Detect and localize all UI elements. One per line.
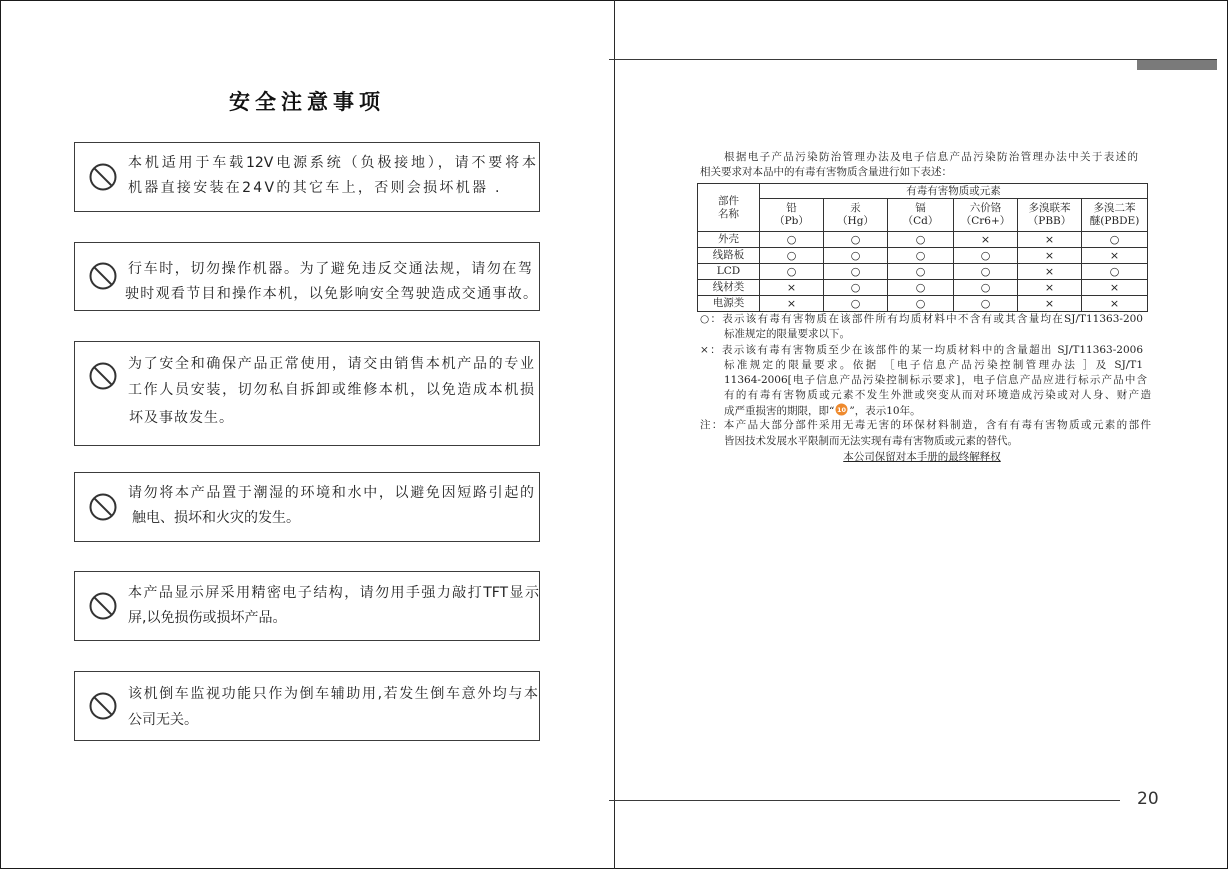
table-cell-value: × [1018,232,1082,248]
table-row [698,280,1148,296]
table-cell-value: ○ [824,264,888,280]
note-x-line-2: 标准规定的限量要求。依据 ［电子信息产品污染控制管理办法 ］及 SJ/T1 [724,359,1143,371]
warning-4-line-2: 触电、损坏和火灾的发生。 [132,510,300,526]
note-x-line-3: 11364-2006[电子信息产品污染控制标示要求]，电子信息产品应进行标示产品中含 [724,374,1147,386]
table-header-substance-group: 有毒有害物质或元素 [760,184,1148,199]
table-cell-value: × [1018,264,1082,280]
table-header-substance [954,199,1018,232]
table-cell-value: ○ [760,264,824,280]
table-cell-part: 线材类 [698,280,760,296]
substance-name: 铅 [786,202,797,214]
table-cell-value: ○ [824,248,888,264]
intro-line-1: 根据电子产品污染防治管理办法及电子信息产品污染防治管理办法中关于表述的 [724,151,1138,163]
warning-box-1 [74,142,540,212]
warning-box-6 [74,671,540,741]
note-x-line-5-after: ”，表示10年。 [849,405,921,417]
table-cell-value: × [760,296,824,312]
page-number: 20 [1137,789,1159,809]
table-header-substance [824,199,888,232]
table-cell-value: ○ [760,232,824,248]
table-cell-value: ○ [888,264,954,280]
substance-symbol: （Hg） [837,215,874,227]
substance-name: 多溴联苯 [1028,202,1071,214]
substance-symbol: （Cr6+） [960,215,1011,227]
table-cell-value: × [1082,248,1148,264]
table-cell-value: × [760,280,824,296]
note-x-line-1: ×：表示该有毒有害物质至少在该部件的某一均质材料中的含量超出 SJ/T11363-2006 [700,344,1143,356]
substance-symbol: （Cd） [902,215,939,227]
note-remark-line-1: 注：本产品大部分部件采用无毒无害的环保材料制造，含有有毒有害物质或元素的部件 [700,419,1151,431]
page-divider [614,0,615,869]
warning-5-line-1: 本产品显示屏采用精密电子结构，请勿用手强力敲打TFT显示 [128,585,539,601]
environmental-protection-period-icon [835,403,848,416]
part-header-line: 部件 [718,194,739,207]
table-cell-part: 外壳 [698,232,760,248]
warning-3-line-1: 为了安全和确保产品正常使用，请交由销售本机产品的专业 [128,356,534,372]
substance-name: 六价铬 [969,202,1002,214]
table-header-row [698,184,1148,199]
prohibited-icon [88,691,118,721]
table-cell-value: × [954,232,1018,248]
table-cell-value: × [1082,280,1148,296]
emblem-text: 10 [837,406,847,414]
disclaimer-text: 本公司保留对本手册的最终解释权 [843,451,1001,463]
warning-2-line-1: 行车时，切勿操作机器。为了避免违反交通法规，请勿在驾 [128,261,532,277]
note-x-line-5 [724,403,921,417]
table-cell-value: ○ [760,248,824,264]
table-header-substance [760,199,824,232]
substance-symbol: （Pb） [774,215,809,227]
table-cell-value: ○ [954,280,1018,296]
table-cell-value: ○ [888,280,954,296]
table-cell-value: ○ [888,248,954,264]
note-x-line-4: 有的有毒有害物质或元素不发生外泄或突变从而对环境造成污染或对人身、财产造 [724,389,1151,401]
warning-3-line-3: 坏及事故发生。 [129,410,234,426]
table-body [698,184,1148,312]
note-o-line-2: 标准规定的限量要求以下。 [724,328,850,340]
warning-box-4 [74,472,540,542]
substance-symbol: （PBB） [1027,215,1072,227]
table-cell-part: LCD [698,264,760,280]
table-cell-value: × [1018,248,1082,264]
disclaimer [812,450,1032,464]
warning-1-line-1: 本机适用于车载12V电源系统（负极接地），请不要将本 [128,155,536,171]
warning-6-line-1: 该机倒车监视功能只作为倒车辅助用,若发生倒车意外均与本 [128,686,538,702]
table-cell-value: ○ [824,296,888,312]
table-cell-value: × [1082,296,1148,312]
table-cell-value: ○ [824,232,888,248]
prohibited-icon [88,162,118,192]
table-cell-value: ○ [954,296,1018,312]
table-cell-value: ○ [1082,232,1148,248]
warning-6-line-2: 公司无关。 [128,712,198,728]
table-row [698,296,1148,312]
prohibited-icon [88,492,118,522]
hazardous-substance-table [697,183,1148,312]
table-cell-value: ○ [1082,264,1148,280]
warning-box-5 [74,571,540,641]
table-cell-value: ○ [888,232,954,248]
header-tab-bar [1137,60,1217,70]
table-header-substance [888,199,954,232]
warning-4-line-1: 请勿将本产品置于潮湿的环境和水中，以避免因短路引起的 [128,485,534,501]
substance-name: 镉 [915,202,926,214]
table-header-row [698,199,1148,232]
table-cell-value: × [1018,280,1082,296]
warning-2-line-2: 驶时观看节目和操作本机，以免影响安全驾驶造成交通事故。 [125,286,537,302]
table-cell-part: 电源类 [698,296,760,312]
note-x-line-5-before: 成严重损害的期限，即“ [724,405,835,417]
prohibited-icon [88,591,118,621]
table-cell-value: ○ [954,264,1018,280]
note-remark-line-2: 皆因技术发展水平限制而无法实现有毒有害物质或元素的替代。 [724,435,1018,447]
warning-5-line-2: 屏,以免损伤或损坏产品。 [128,610,287,626]
warning-3-line-2: 工作人员安装，切勿私自拆卸或维修本机，以免造成本机损 [128,382,534,398]
substance-name: 汞 [850,202,861,214]
part-header-line: 名称 [718,207,739,220]
warning-1-line-2: 机器直接安装在24V的其它车上，否则会损坏机器 . [128,180,502,196]
prohibited-icon [88,361,118,391]
table-cell-value: ○ [888,296,954,312]
note-o-line-1: ○：表示该有毒有害物质在该部件所有均质材料中不含有或其含量均在SJ/T11363-200 [700,313,1143,325]
table-header-substance [1018,199,1082,232]
bottom-rule [609,800,1120,801]
table-header-substance [1082,199,1148,232]
table-cell-value: × [1018,296,1082,312]
table-cell-value: ○ [824,280,888,296]
table-row [698,248,1148,264]
table-header-part-name [698,184,760,232]
table-cell-value: ○ [954,248,1018,264]
intro-line-2: 相关要求对本品中的有毒有害物质含量进行如下表述： [700,166,952,178]
substance-name: 多溴二苯 [1093,202,1136,214]
substance-symbol: 醚(PBDE) [1089,215,1140,227]
top-rule [609,59,1217,60]
table-cell-part: 线路板 [698,248,760,264]
prohibited-icon [88,261,118,291]
table-row [698,232,1148,248]
page-title: 安全注意事项 [229,90,385,114]
table-row [698,264,1148,280]
